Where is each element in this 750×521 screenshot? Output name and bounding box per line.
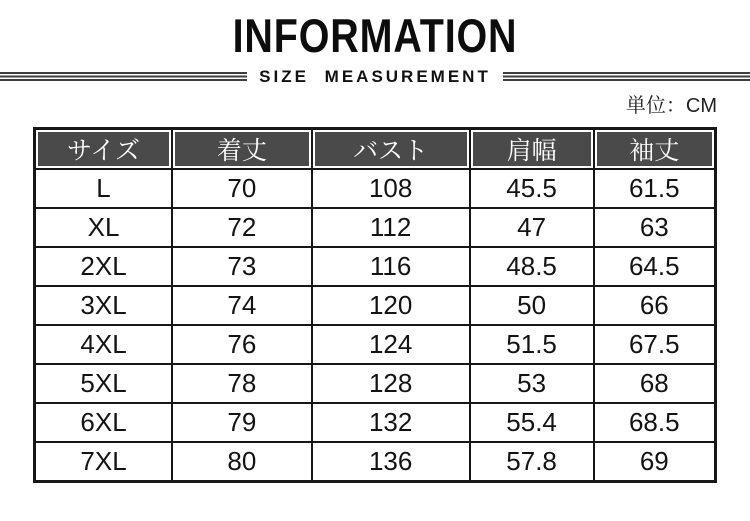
decorative-line-right bbox=[503, 72, 750, 81]
table-cell: 78 bbox=[172, 364, 312, 403]
size-measurement-label: SIZE MEASUREMENT bbox=[259, 66, 491, 86]
table-cell: 70 bbox=[172, 169, 312, 208]
table-cell: XL bbox=[35, 208, 173, 247]
table-row bbox=[35, 169, 716, 208]
size-measurement-table bbox=[33, 127, 717, 483]
table-cell: 4XL bbox=[35, 325, 173, 364]
table-cell: 132 bbox=[312, 403, 470, 442]
table-row bbox=[35, 325, 716, 364]
subtitle-bar bbox=[0, 68, 750, 85]
table-row bbox=[35, 442, 716, 481]
column-header-size: サイズ bbox=[35, 129, 173, 170]
column-header-length: 着丈 bbox=[172, 129, 312, 170]
table-cell: 45.5 bbox=[470, 169, 594, 208]
table-cell: 51.5 bbox=[470, 325, 594, 364]
table-cell: 3XL bbox=[35, 286, 173, 325]
table-cell: 47 bbox=[470, 208, 594, 247]
table-cell: 128 bbox=[312, 364, 470, 403]
table-cell: 7XL bbox=[35, 442, 173, 481]
table-row bbox=[35, 286, 716, 325]
page-title: INFORMATION bbox=[232, 9, 518, 62]
column-header-bust: バスト bbox=[312, 129, 470, 170]
table-cell: 66 bbox=[594, 286, 716, 325]
table-cell: 2XL bbox=[35, 247, 173, 286]
table-cell: 68.5 bbox=[594, 403, 716, 442]
table-cell: 76 bbox=[172, 325, 312, 364]
column-header-shoulder: 肩幅 bbox=[470, 129, 594, 170]
table-cell: 124 bbox=[312, 325, 470, 364]
table-cell: 136 bbox=[312, 442, 470, 481]
column-header-sleeve: 袖丈 bbox=[594, 129, 716, 170]
table-cell: 74 bbox=[172, 286, 312, 325]
table-cell: 61.5 bbox=[594, 169, 716, 208]
table-cell: 48.5 bbox=[470, 247, 594, 286]
table-cell: 68 bbox=[594, 364, 716, 403]
table-cell: 53 bbox=[470, 364, 594, 403]
table-cell: 6XL bbox=[35, 403, 173, 442]
table-cell: 80 bbox=[172, 442, 312, 481]
table-row bbox=[35, 247, 716, 286]
table-cell: 55.4 bbox=[470, 403, 594, 442]
table-row bbox=[35, 364, 716, 403]
table-cell: 63 bbox=[594, 208, 716, 247]
table-cell: 5XL bbox=[35, 364, 173, 403]
unit-label: 単位：CM bbox=[625, 95, 717, 117]
table-cell: 64.5 bbox=[594, 247, 716, 286]
table-cell: 116 bbox=[312, 247, 470, 286]
table-row bbox=[35, 208, 716, 247]
table-header-row bbox=[35, 129, 716, 170]
table-cell: 50 bbox=[470, 286, 594, 325]
table-cell: 79 bbox=[172, 403, 312, 442]
table-cell: 73 bbox=[172, 247, 312, 286]
table-cell: 120 bbox=[312, 286, 470, 325]
table-cell: 112 bbox=[312, 208, 470, 247]
table-cell: 72 bbox=[172, 208, 312, 247]
table-row bbox=[35, 403, 716, 442]
table-cell: 57.8 bbox=[470, 442, 594, 481]
table-cell: 69 bbox=[594, 442, 716, 481]
decorative-line-left bbox=[0, 72, 247, 81]
table-cell: 67.5 bbox=[594, 325, 716, 364]
table-cell: L bbox=[35, 169, 173, 208]
table-cell: 108 bbox=[312, 169, 470, 208]
